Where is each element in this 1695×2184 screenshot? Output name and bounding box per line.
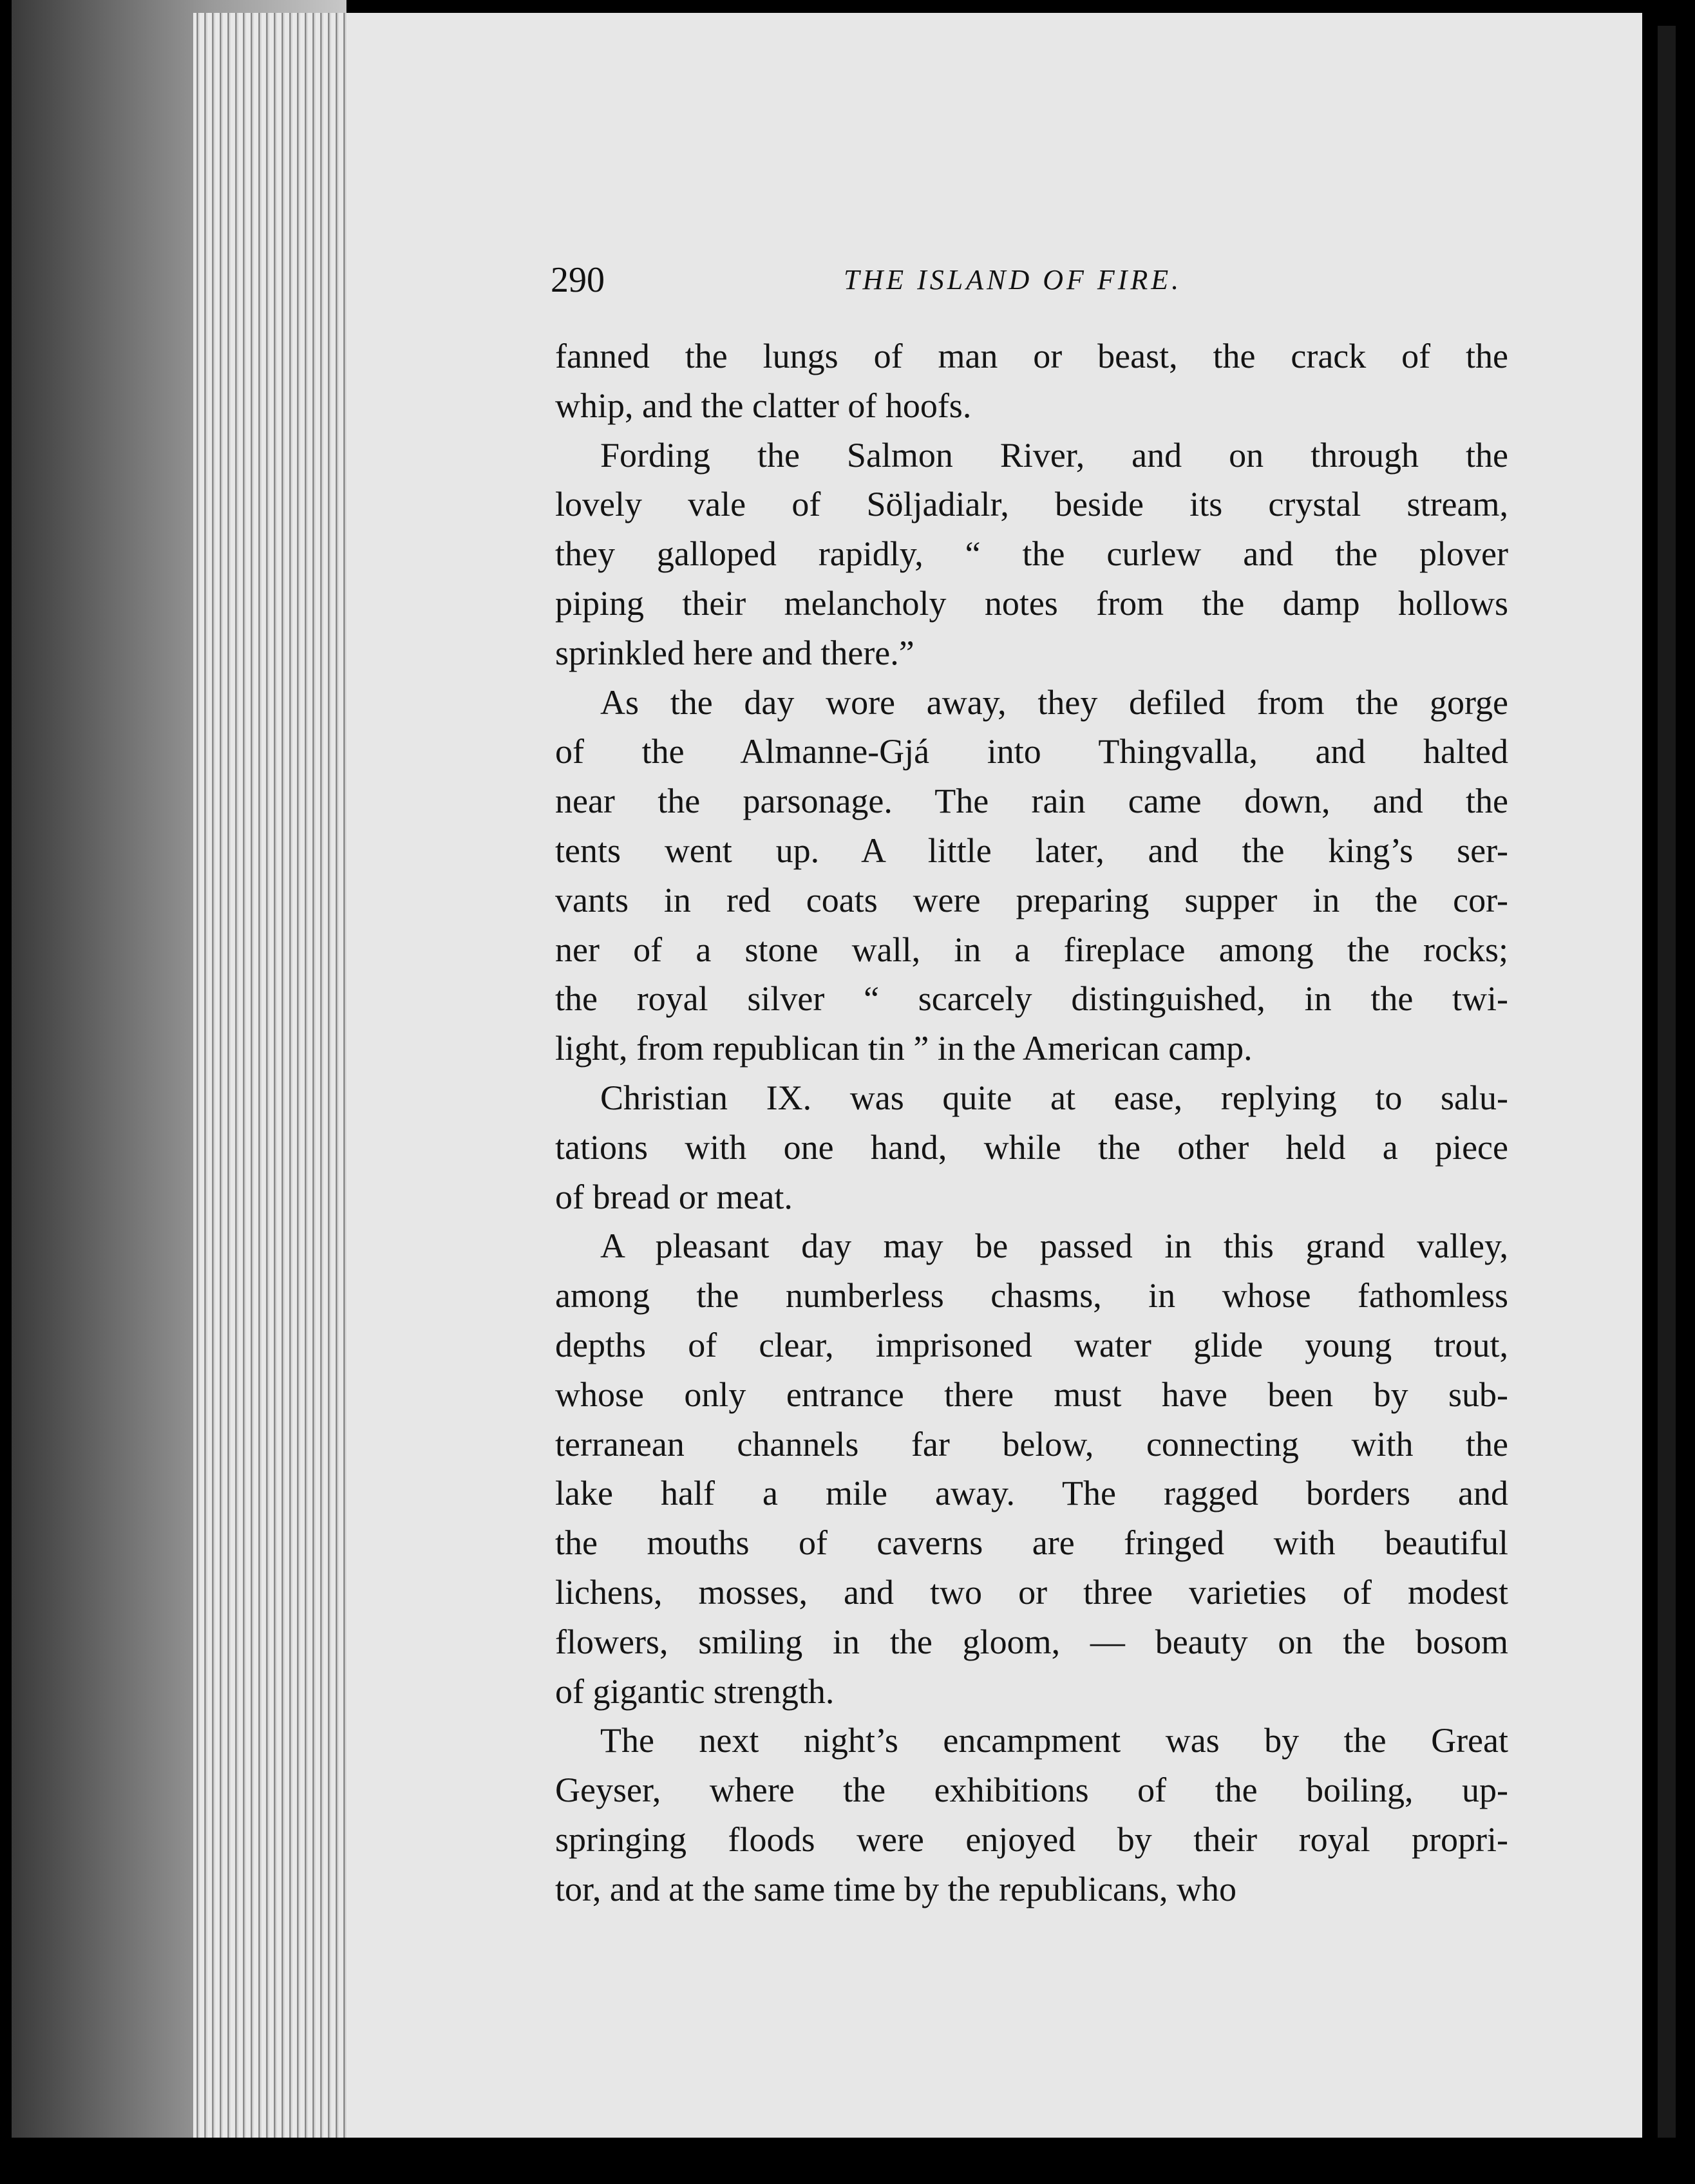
- text-line: ner of a stone wall, in a fireplace among the rocks;: [555, 930, 1508, 969]
- text-line: Fording the Salmon River, and on through the: [600, 435, 1508, 475]
- running-head: THE ISLAND OF FIRE.: [844, 264, 1182, 296]
- text-line: light, from republican tin ” in the American camp.: [555, 1029, 1253, 1068]
- paragraph: [555, 1221, 1508, 1716]
- paragraph: [555, 1716, 1508, 1914]
- page-stack-edges: [193, 13, 348, 2138]
- text-line: As the day wore away, they defiled from the gorge: [600, 682, 1508, 722]
- paragraph: [555, 678, 1508, 1073]
- text-line: whip, and the clatter of hoofs.: [555, 386, 972, 425]
- text-line: whose only entrance there must have been by sub-: [555, 1375, 1508, 1414]
- text-line: lichens, mosses, and two or three varieties of modest: [555, 1572, 1508, 1612]
- page-number: 290: [551, 260, 605, 300]
- text-line: depths of clear, imprisoned water glide young trout,: [555, 1325, 1508, 1364]
- page-header: [551, 254, 1517, 306]
- paragraph: [555, 431, 1508, 678]
- text-line: lake half a mile away. The ragged borders and: [555, 1474, 1508, 1513]
- text-line: piping their melancholy notes from the damp hollows: [555, 583, 1508, 623]
- text-line: of bread or meat.: [555, 1177, 793, 1216]
- text-line: terranean channels far below, connecting with the: [555, 1424, 1508, 1464]
- text-line: they galloped rapidly, “ the curlew and the plover: [555, 534, 1508, 574]
- text-line: of the Almanne-Gjá into Thingvalla, and halted: [555, 732, 1508, 771]
- text-line: the royal silver “ scarcely distinguished, in the twi-: [555, 979, 1508, 1019]
- paragraph: [555, 332, 1508, 431]
- text-line: fanned the lungs of man or beast, the crack of the: [555, 337, 1508, 375]
- text-line: sprinkled here and there.”: [555, 633, 914, 672]
- text-line: among the numberless chasms, in whose fathomless: [555, 1276, 1508, 1315]
- paragraph: [555, 1073, 1508, 1221]
- right-margin-dark: [1642, 0, 1695, 2184]
- text-line: vants in red coats were preparing supper in the cor-: [555, 880, 1508, 919]
- text-line: springing floods were enjoyed by their royal propri-: [555, 1820, 1508, 1859]
- text-line: of gigantic strength.: [555, 1671, 835, 1711]
- text-line: tations with one hand, while the other held a piece: [555, 1127, 1508, 1167]
- text-line: flowers, smiling in the gloom, — beauty on the bosom: [555, 1622, 1508, 1661]
- text-line: A pleasant day may be passed in this grand valley,: [600, 1227, 1508, 1266]
- body-text: [555, 332, 1508, 1914]
- text-line: Christian IX. was quite at ease, replying to salu-: [600, 1078, 1508, 1117]
- text-line: Geyser, where the exhibitions of the boiling, up-: [555, 1771, 1508, 1810]
- text-line: The next night’s encampment was by the Great: [600, 1721, 1508, 1760]
- text-line: near the parsonage. The rain came down, and the: [555, 782, 1508, 821]
- text-line: tents went up. A little later, and the king’s ser-: [555, 831, 1508, 870]
- next-page-edge: [1658, 26, 1676, 2138]
- text-line: the mouths of caverns are fringed with beautiful: [555, 1523, 1508, 1563]
- text-line: lovely vale of Söljadialr, beside its crystal stream,: [555, 485, 1508, 524]
- text-line: tor, and at the same time by the republicans, who: [555, 1869, 1237, 1908]
